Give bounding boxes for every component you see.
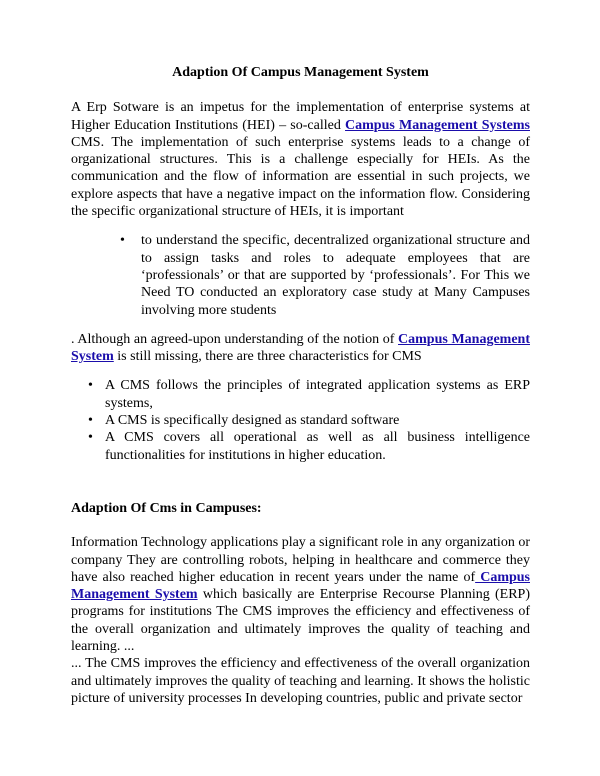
notion-text-2: is still missing, there are three characteristics for CMS bbox=[113, 349, 422, 365]
cms-paragraph: ... The CMS improves the efficiency and effectiveness of the overall organization and ultimately improves the quality of teaching and learning. It shows the holistic picture of university processes In developing countries, public and private sector bbox=[71, 656, 530, 706]
notion-text-1: . Although an agreed-upon understanding of the notion of bbox=[71, 331, 399, 347]
intro-text-2: CMS. The implementation of such enterprise systems leads to a change of organizational structures. This is a challenge especially for HEIs. As the communication and the flow of information are essential in such projects, we explore aspects that have a negative impact on the information flow. Considering the specific organizational structure of HEIs, it is important bbox=[71, 134, 530, 220]
intro-paragraph bbox=[71, 99, 530, 220]
bullet-list-1 bbox=[71, 232, 530, 318]
list-item: • A CMS is specifically designed as standard software bbox=[71, 412, 530, 429]
list-item: • A CMS follows the principles of integrated application systems as ERP systems, bbox=[71, 377, 530, 412]
it-text-2: which basically are Enterprise Recourse Planning (ERP) programs for institutions The CMS improves the efficiency and effectiveness of the overall organization and ultimately improves the quality of teaching and learning. ... bbox=[71, 587, 530, 655]
campus-management-system-link-2[interactable]: Campus Management System bbox=[71, 569, 530, 603]
it-paragraph bbox=[71, 534, 530, 655]
document-title: Adaption Of Campus Management System bbox=[172, 65, 429, 80]
document-page bbox=[71, 64, 530, 707]
section-heading: Adaption Of Cms in Campuses: bbox=[71, 500, 262, 516]
it-text-1: Information Technology applications play a significant role in any organization or company They are controlling robots, helping in healthcare and commerce they have also reached higher education in recent years under the name of bbox=[71, 535, 530, 585]
bullet-list-2 bbox=[71, 377, 530, 463]
campus-management-systems-link[interactable]: Campus Management Systems bbox=[345, 117, 530, 133]
intro-text-1: A Erp Sotware is an impetus for the implementation of enterprise systems at Higher Education Institutions (HEI) – so-called bbox=[71, 100, 530, 133]
notion-paragraph bbox=[71, 331, 530, 366]
list-item: • A CMS covers all operational as well as all business intelligence functionalities for institutions in higher education. bbox=[71, 429, 530, 464]
list-item: • to understand the specific, decentralized organizational structure and to assign tasks and roles to adequate employees that are ‘professionals’ or that are supported by ‘professionals’. For This we Need TO conducted an exploratory case study at Many Campuses involving more students bbox=[71, 232, 530, 318]
campus-management-system-link[interactable]: Campus Management System bbox=[71, 331, 530, 365]
